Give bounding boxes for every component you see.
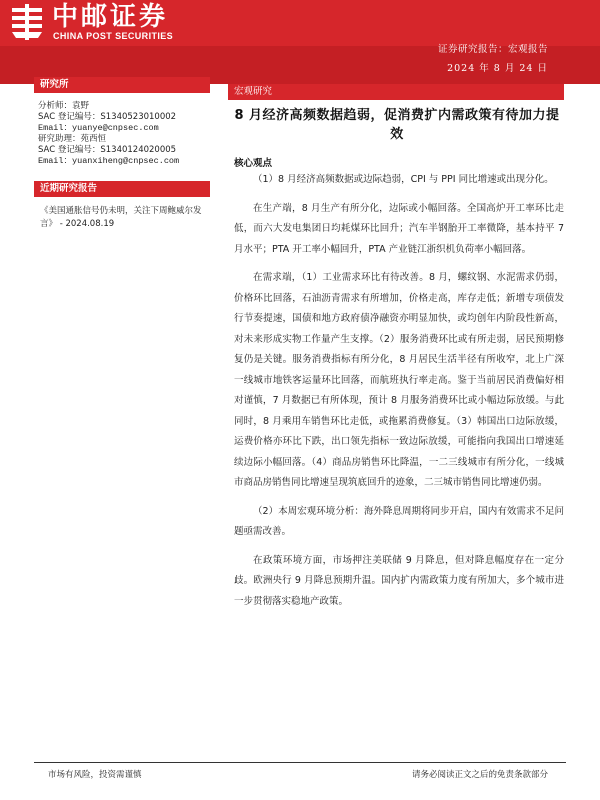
body-paragraph: 在需求端，（1）工业需求环比有待改善。8 月，螺纹钢、水泥需求仍弱，价格环比回落，石油沥青需求有所增加，价格走高，库存走低；新增专项债发行节奏提速，国债和地方政府债净融资亦明显加快，或均创年内阶段性新高，对未来形成实物工作量产生支撑。（2）服务消费环比或有所走弱，居民预期修复仍是关键。服务消费指标有所分化，8 月居民生活半径有所收窄，北上广深一线城市地铁客运量环比回落，而航班执行率走高。鉴于当前居民消费偏好相对谨慎，7 月数据已有所体现，预计 8 月服务消费环比或小幅边际放缓。与此同时，8 月乘用车销售环比走低，或拖累消费修复。（3）韩国出口边际放缓，运费价格亦环比下跌，出口领先指标一致边际放缓，可能指向我国出口增速延续边际小幅回落。（4）商品房销售环比降温，一二三线城市有所分化，一线城市商品房销售同比增速呈现筑底回升的迹象，二三城市销售同比增速仍弱。 bbox=[234, 272, 564, 488]
recent-reports-heading: 近期研究报告 bbox=[34, 181, 210, 197]
brand-name-en: CHINA POST SECURITIES bbox=[53, 31, 174, 41]
report-title: 8 月经济高频数据趋弱，促消费扩内需政策有待加力提效 bbox=[234, 108, 560, 142]
legal-notice: 请务必阅读正文之后的免责条款部分 bbox=[411, 770, 548, 780]
report-type: 证券研究报告：宏观报告 bbox=[437, 44, 548, 55]
body-paragraph: 在政策环境方面，市场押注美联储 9 月降息，但对降息幅度存在一定分歧。欧洲央行 9 月降息预期升温。国内扩内需政策力度有所加大，多个城市进一步贯彻落实稳地产政策。 bbox=[234, 554, 564, 607]
brand-name-cn: 中邮证券 bbox=[52, 2, 169, 32]
section-tag: 宏观研究 bbox=[228, 84, 564, 100]
research-institute-heading: 研究所 bbox=[34, 77, 210, 93]
body-paragraph: （2）本周宏观环境分析：海外降息周期将同步开启，国内有效需求不足问题亟需改善。 bbox=[234, 505, 564, 537]
analyst-email[interactable]: Email：yuanye@cnpsec.com bbox=[38, 123, 159, 133]
body-paragraph: 在生产端，8 月生产有所分化，边际或小幅回落。全国高炉开工率环比走低，而六大发电集团日均耗煤环比回升；汽车半钢胎开工率微降，基本持平 7 月水平；PTA 开工率小幅回升，PTA 产业链江浙织机负荷率小幅回落。 bbox=[234, 202, 564, 255]
core-view-heading: 核心观点 bbox=[234, 158, 273, 169]
china-post-logo-icon bbox=[10, 4, 44, 40]
risk-disclaimer: 市场有风险，投资需谨慎 bbox=[48, 770, 142, 780]
analyst-line: SAC 登记编号：S1340124020005 bbox=[38, 145, 177, 155]
analyst-line: 研究助理：苑西恒 bbox=[38, 134, 107, 144]
analyst-email[interactable]: Email：yuanxiheng@cnpsec.com bbox=[38, 156, 180, 166]
report-date: 2024 年 8 月 24 日 bbox=[447, 63, 548, 74]
recent-report-link[interactable]: 《美国通胀信号仍未明，关注下周鲍威尔发言》 - 2024.08.19 bbox=[40, 206, 202, 229]
analyst-info bbox=[38, 101, 214, 167]
analyst-line: 分析师：袁野 bbox=[38, 101, 90, 111]
analyst-line: SAC 登记编号：S1340523010002 bbox=[38, 112, 177, 122]
report-body bbox=[234, 170, 564, 620]
body-paragraph: （1）8 月经济高频数据或边际趋弱，CPI 与 PPI 同比增速或出现分化。 bbox=[253, 174, 554, 185]
page-header bbox=[0, 0, 600, 46]
footer-divider bbox=[34, 762, 566, 763]
